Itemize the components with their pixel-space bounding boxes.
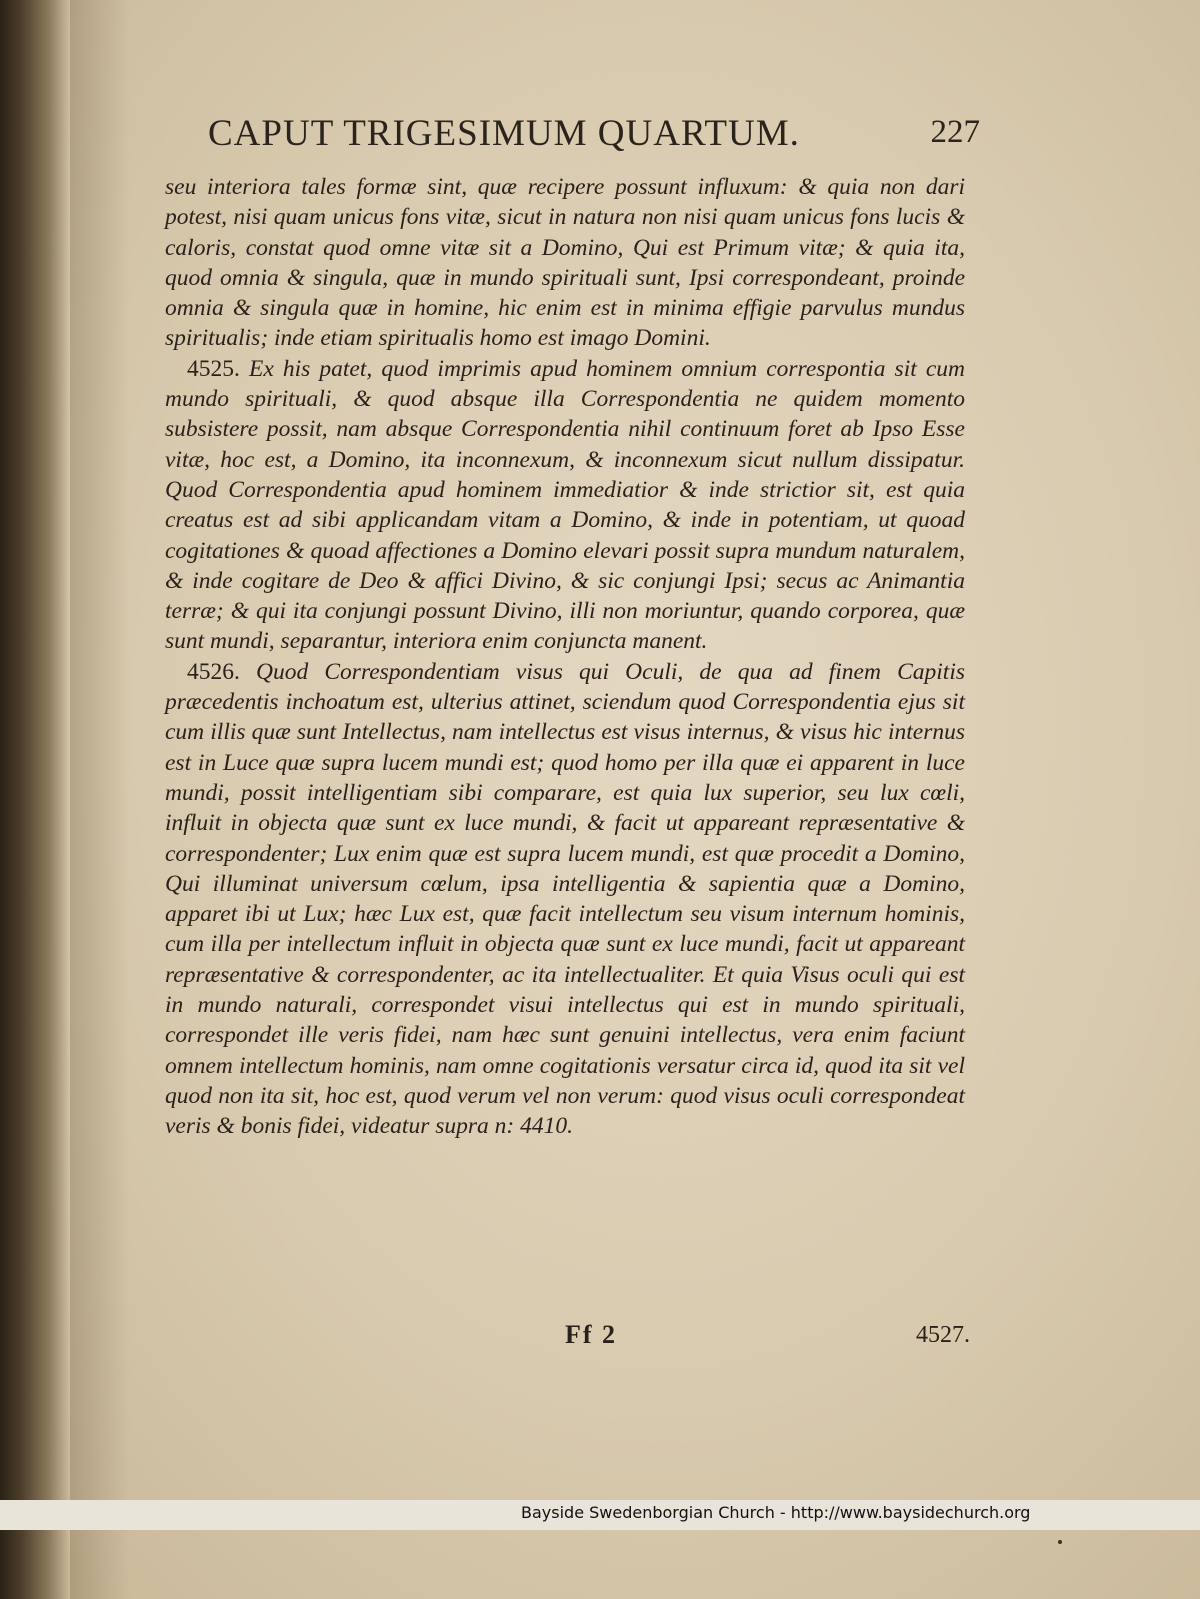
- catchword: 4527.: [916, 1322, 970, 1348]
- body-text: [165, 172, 965, 1142]
- paragraph-4526: [165, 657, 965, 1142]
- continuation-paragraph: seu interiora tales formæ sint, quæ recipere possunt influxum: & quia non dari potest, nisi quam unicus fons vitæ, sicut in natura non nisi quam unicus fons lucis & caloris, constat quod omne vitæ sit a Domino, Qui est Primum vitæ; & quia ita, quod omnia & singula, quæ in mundo spirituali sunt, Ipsi correspondeant, proinde omnia & singula quæ in homine, hic enim est in minima effigie parvulus mundus spiritualis; inde etiam spiritualis homo est imago Domini.: [165, 174, 965, 352]
- watermark-bar: [0, 1500, 1200, 1530]
- watermark-text: Bayside Swedenborgian Church - http://www.baysidechurch.org: [521, 1503, 1031, 1522]
- paragraph-number: 4525.: [187, 355, 240, 382]
- speck: [1058, 1540, 1062, 1544]
- signature-mark: Ff 2: [565, 1320, 618, 1349]
- running-head: CAPUT TRIGESIMUM QUARTUM.: [208, 113, 800, 154]
- paragraph-text: Quod Correspondentiam visus qui Oculi, de qua ad finem Capitis præcedentis inchoatum est, ulterius attinet, sciendum quod Correspondentia ejus sit cum illis quæ sunt Intellectus, nam intellectus est visus internus, & visus hic internus est in Luce quæ supra lucem mundi est; quod homo per illa quæ ei apparent in luce mundi, possit intelligentiam sibi comparare, est quia lux superior, seu lux cœli, influit in objecta quæ sunt ex luce mundi, & facit ut appareant repræsentative & correspondenter; Lux enim quæ est supra lucem mundi, est quæ procedit a Domino, Qui illuminat universum cœlum, ipsa intelligentia & sapientia quæ a Domino, apparet ibi ut Lux; hæc Lux est, quæ facit intellectum seu visum internum hominis, cum illa per intellectum influit in objecta quæ sunt ex luce mundi, facit ut appareant repræsentative & correspondenter, ac ita intellectualiter. Et quia Visus oculi qui est in mundo naturali, correspondet visui intellectus qui est in mundo spirituali, correspondet ille veris fidei, nam hæc sunt genuini intellectus, vera enim faciunt omnem intellectum hominis, nam omne cogitationis versatur circa id, quod ita sit vel quod non ita sit, hoc est, quod verum vel non verum: quod visus oculi correspondeat veris & bonis fidei, videatur supra n: 4410.: [165, 658, 965, 1140]
- paragraph-number: 4526.: [187, 658, 240, 685]
- page-number: 227: [930, 114, 980, 150]
- page-edge-shadow: [70, 0, 130, 1599]
- page-footer: [160, 1320, 970, 1356]
- paragraph-4525: [165, 354, 965, 657]
- page-header: [200, 112, 980, 164]
- paragraph-text: Ex his patet, quod imprimis apud hominem omnium correspontia sit cum mundo spirituali, & quod absque illa Correspondentia ne quidem momento subsistere possit, nam absque Correspondentia nihil continuum foret ab Ipso Esse vitæ, hoc est, a Domino, ita inconnexum, & inconnexum sicut nullum dissipatur. Quod Correspondentia apud hominem immediatior & inde strictior sit, est quia creatus est ad sibi applicandam vitam a Domino, & inde in potentiam, ut quoad cogitationes & quoad affectiones a Domino elevari possit supra mundum naturalem, & inde cogitare de Deo & affici Divino, & sic conjungi Ipsi; secus ac Animantia terræ; & qui ita conjungi possunt Divino, illi non moriuntur, quando corporea, quæ sunt mundi, separantur, interiora enim conjuncta manent.: [165, 355, 965, 655]
- binding-gutter: [0, 0, 70, 1599]
